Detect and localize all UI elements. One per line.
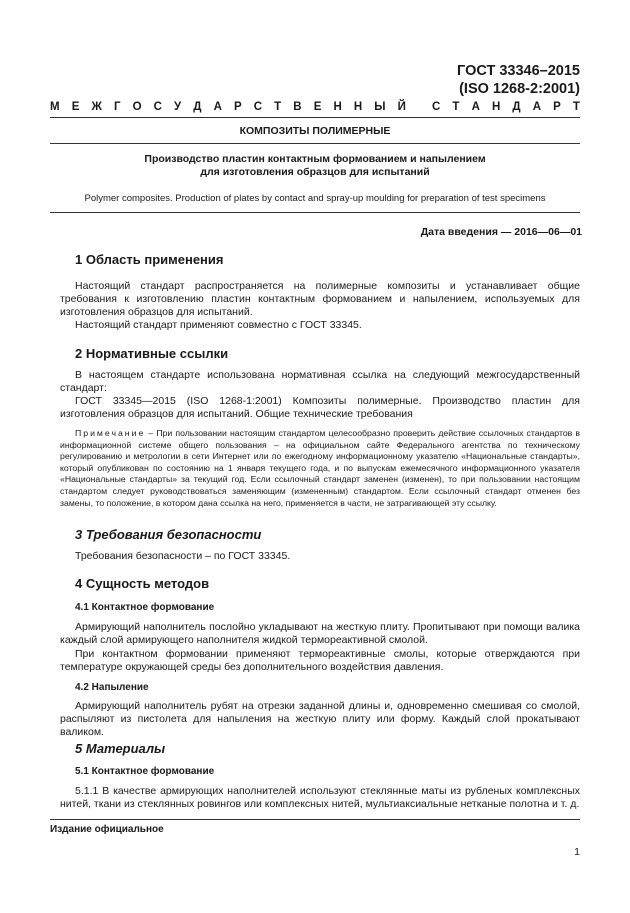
banner-letter: Н [353, 101, 363, 113]
banner-letter: Г [113, 101, 121, 113]
banner-letter: Р [233, 101, 242, 113]
banner-letter: Т [452, 101, 460, 113]
iso-reference: (ISO 1268-2:2001) [459, 81, 580, 97]
document-id [457, 62, 580, 98]
banner-letter: Ы [374, 101, 386, 113]
banner-letter: С [432, 101, 441, 113]
note-label: Примечание [75, 428, 146, 438]
banner-letter: М [50, 101, 60, 113]
banner-letter: Н [491, 101, 501, 113]
banner-letter: Ж [91, 101, 102, 113]
banner-letter: Д [512, 101, 521, 113]
banner-letter: В [293, 101, 302, 113]
banner-letter: Т [572, 101, 580, 113]
section-2-note [60, 428, 580, 509]
banner-letter: А [532, 101, 542, 113]
english-title: Polymer composites. Production of plates by contact and spray-up moulding for preparation of test specimens [84, 193, 546, 204]
banner-letter: У [174, 101, 182, 113]
banner-word-standard [432, 99, 580, 115]
banner-letter: А [213, 101, 222, 113]
standard-banner [50, 99, 580, 115]
note-text: – При пользовании настоящим стандартом целесообразно проверить действие ссылочных стандартов в информационной системе общего пользования – на официальном сайте Федерального агентства по техническому регулированию и метрологии в сети Интернет или по ежегодному информационному указателю «Национальные стандарты», который опубликован по состоянию на 1 января текущего года, и по выпускам ежемесячного информационного указателя «Национальные стандарты» за текущий год. Если ссылочный стандарт заменен (изменен), то при пользовании настоящим стандартом следует руководствоваться заменяющим (измененным) стандартом. Если ссылочный стандарт отменен без замены, то положение, в котором дана ссылка на него, применяется в части, не затрагивающей эту ссылку. [60, 428, 580, 508]
header-rule-title [50, 143, 580, 144]
header-rule-top [50, 117, 580, 118]
section-3-paragraph-1: Требования безопасности – по ГОСТ 33345. [75, 550, 291, 562]
subtitle-line-1: Производство пластин контактным формованием и напылением [144, 153, 486, 165]
banner-letter: Р [553, 101, 561, 113]
subtitle-line-2: для изготовления образцов для испытаний [200, 166, 430, 178]
banner-letter: А [471, 101, 480, 113]
section-2-reference: ГОСТ 33345—2015 (ISO 1268-1:2001) Композиты полимерные. Производство пластин для изготовления образцов для испытаний. Общие технические требования [60, 395, 580, 420]
section-1-paragraph-1: Настоящий стандарт распространяется на полимерные композиты и устанавливает общие требования к изготовлению пластин контактным формованием и напылением, используемых для изготовления образцов для испытаний. [60, 280, 580, 318]
banner-letter: С [153, 101, 162, 113]
header-rule-bottom [50, 212, 580, 213]
banner-word-interstate [50, 99, 406, 115]
banner-letter: Е [71, 101, 80, 113]
section-5-1-paragraph-1: 5.1.1 В качестве армирующих наполнителей используют стеклянные маты из рубленых комплексных нитей, ткани из стеклянных ровингов или комплексных нитей, мультиаксиальные нетканые полотна и т. д. [60, 785, 580, 810]
section-3-heading: 3 Требования безопасности [75, 527, 262, 542]
banner-letter: Д [193, 101, 202, 113]
banner-letter: Н [333, 101, 342, 113]
page-number: 1 [574, 846, 580, 858]
section-4-1-paragraph-2: При контактном формовании применяют термореактивные смолы, которые отверждаются при температуре окружающей среды без дополнительного воздействия давления. [60, 648, 580, 673]
banner-letter: Е [313, 101, 322, 113]
subsection-4-1-heading: 4.1 Контактное формование [75, 602, 215, 613]
subsection-4-2-heading: 4.2 Напыление [75, 682, 149, 693]
section-5-heading: 5 Материалы [75, 741, 166, 756]
section-4-2-paragraph-1: Армирующий наполнитель рубят на отрезки заданной длины и, одновременно смешивая со смолой, распыляют из пистолета для напыления на жесткую плиту или форму. Каждый слой прокатывают валиком. [60, 700, 580, 738]
banner-letter: О [132, 101, 142, 113]
official-edition-label: Издание официальное [50, 824, 164, 835]
banner-letter: Т [274, 101, 282, 113]
section-2-heading: 2 Нормативные ссылки [75, 346, 229, 361]
subsection-5-1-heading: 5.1 Контактное формование [75, 766, 215, 777]
footer-rule [50, 819, 580, 820]
section-1-paragraph-2: Настоящий стандарт применяют совместно с ГОСТ 33345. [75, 319, 362, 331]
document-subtitle [50, 153, 580, 179]
section-1-heading: 1 Область применения [75, 252, 224, 267]
effective-date: Дата введения — 2016—06—01 [420, 226, 582, 238]
document-title: КОМПОЗИТЫ ПОЛИМЕРНЫЕ [239, 125, 391, 137]
section-4-heading: 4 Сущность методов [75, 576, 210, 591]
banner-letter: Й [397, 101, 406, 113]
section-2-paragraph-1: В настоящем стандарте использована нормативная ссылка на следующий межгосударственный стандарт: [60, 369, 580, 394]
banner-letter: С [253, 101, 263, 113]
doc-number: ГОСТ 33346–2015 [457, 63, 580, 79]
section-4-1-paragraph-1: Армирующий наполнитель послойно укладывают на жесткую плиту. Пропитывают при помощи валика каждый слой армирующего наполнителя жидкой термореактивной смолой. [60, 621, 580, 646]
